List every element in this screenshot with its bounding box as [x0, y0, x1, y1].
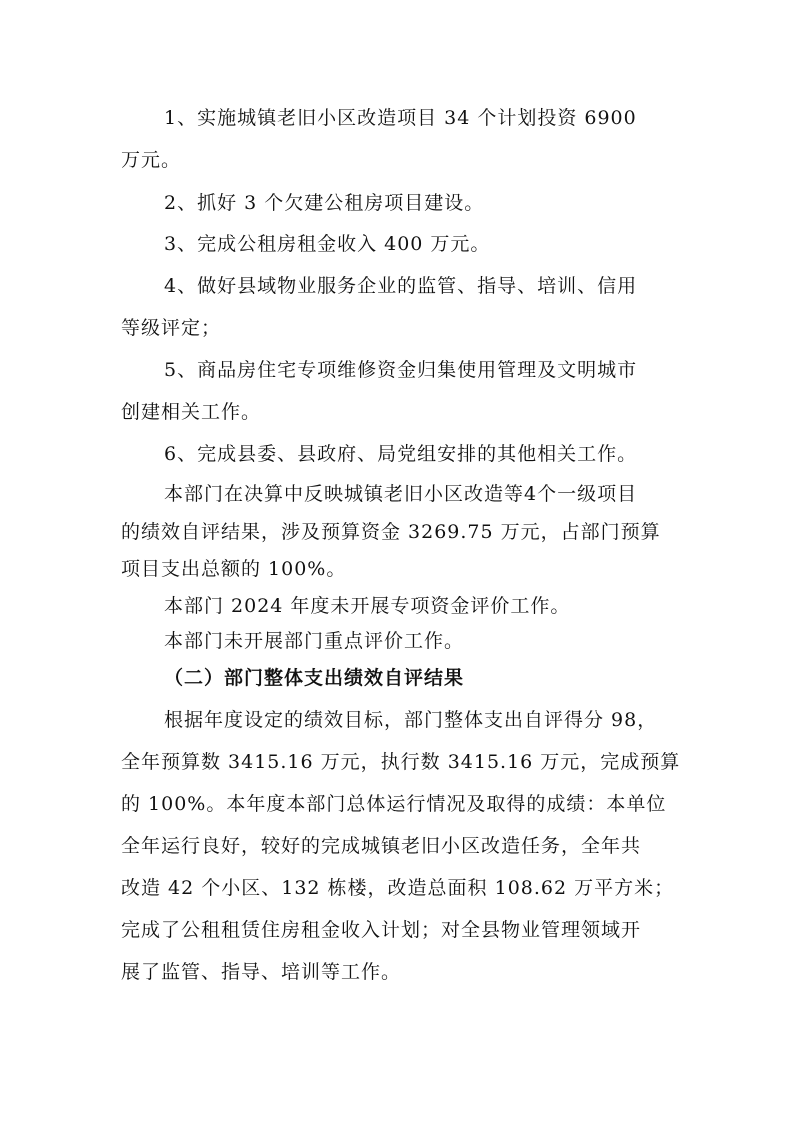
paragraph-special-funds: 本部门 2024 年度未开展专项资金评价工作。 — [164, 595, 571, 617]
list-item-1-line-2: 万元。 — [121, 149, 182, 171]
paragraph-key-evaluation: 本部门未开展部门重点评价工作。 — [164, 630, 465, 652]
paragraph-overall-line-7: 展了监管、指导、培训等工作。 — [121, 961, 402, 983]
list-item-4-line-1: 4、做好县域物业服务企业的监管、指导、培训、信用 — [164, 275, 638, 297]
paragraph-overall-line-3: 的 100%。本年度本部门总体运行情况及取得的成绩：本单位 — [121, 793, 667, 815]
section-heading: （二）部门整体支出绩效自评结果 — [164, 667, 465, 689]
list-item-1-line-1: 1、实施城镇老旧小区改造项目 34 个计划投资 6900 — [164, 107, 637, 129]
paragraph-overall-line-4: 全年运行良好，较好的完成城镇老旧小区改造任务，全年共 — [121, 835, 642, 857]
list-item-5-line-2: 创建相关工作。 — [121, 401, 262, 423]
paragraph-project-evaluation-line-2: 的绩效自评结果，涉及预算资金 3269.75 万元，占部门预算 — [121, 521, 661, 543]
list-item-5-line-1: 5、商品房住宅专项维修资金归集使用管理及文明城市 — [164, 359, 638, 381]
list-item-4-line-2: 等级评定； — [121, 317, 222, 339]
paragraph-overall-line-6: 完成了公租租赁住房租金收入计划；对全县物业管理领域开 — [121, 919, 642, 941]
paragraph-project-evaluation-line-3: 项目支出总额的 100%。 — [121, 558, 347, 580]
list-item-6: 6、完成县委、县政府、局党组安排的其他相关工作。 — [164, 443, 638, 465]
list-item-2: 2、抓好 3 个欠建公租房项目建设。 — [164, 192, 485, 214]
paragraph-overall-line-5: 改造 42 个小区、132 栋楼，改造总面积 108.62 万平方米； — [121, 877, 675, 899]
paragraph-overall-line-2: 全年预算数 3415.16 万元，执行数 3415.16 万元，完成预算 — [121, 751, 681, 773]
paragraph-project-evaluation-line-1: 本部门在决算中反映城镇老旧小区改造等4个一级项目 — [164, 483, 638, 505]
paragraph-overall-line-1: 根据年度设定的绩效目标，部门整体支出自评得分 98， — [164, 709, 658, 731]
list-item-3: 3、完成公租房租金收入 400 万元。 — [164, 233, 491, 255]
